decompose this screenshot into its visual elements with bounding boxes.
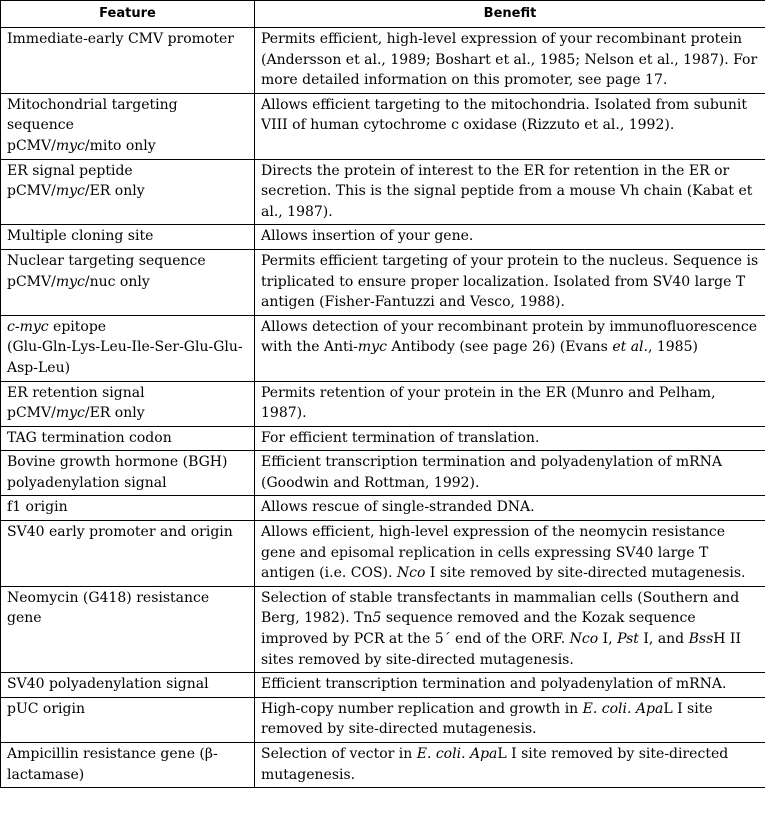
feature-cell xyxy=(1,381,255,426)
table-header-row xyxy=(1,1,765,28)
table-row xyxy=(1,697,765,742)
feature-note: (Glu-Gln-Lys-Leu-Ile-Ser-Glu-Glu-Asp-Leu) xyxy=(7,339,243,376)
feature-cell xyxy=(1,496,255,521)
table-row xyxy=(1,521,765,587)
feature-cell xyxy=(1,451,255,496)
feature-cell xyxy=(1,315,255,381)
table-row xyxy=(1,426,765,451)
feature-line: ER retention signal xyxy=(7,384,145,401)
benefit-cell: Allows insertion of your gene. xyxy=(255,225,765,250)
feature-line: ER signal peptide xyxy=(7,162,133,179)
feature-column-header: Feature xyxy=(1,1,255,28)
feature-line: SV40 early promoter and origin xyxy=(7,524,233,541)
benefit-cell: Efficient transcription termination and polyadenylation of mRNA (Goodwin and Rottman, 1992). xyxy=(255,451,765,496)
table-row xyxy=(1,28,765,94)
feature-line: Mitochondrial targeting sequence xyxy=(7,96,178,134)
feature-line: Ampicillin resistance gene (β-lactamase) xyxy=(7,746,218,783)
benefit-cell: Selection of stable transfectants in mammalian cells (Southern and Berg, 1982). Tn5 sequence removed and the Kozak sequence improved by PCR at the 5´ end of the ORF. Nco I, Pst I, and BssH II sites removed by site-directed mutagenesis. xyxy=(255,586,765,672)
benefit-column-header: Benefit xyxy=(255,1,765,28)
table-row xyxy=(1,496,765,521)
benefit-cell: Permits efficient targeting of your protein to the nucleus. Sequence is triplicated to ensure proper localization. Isolated from SV40 large T antigen (Fisher-Fantuzzi and Vesco, 1988). xyxy=(255,249,765,315)
benefit-cell: Selection of vector in E. coli. ApaL I site removed by site-directed mutagenesis. xyxy=(255,743,765,788)
benefit-cell: Directs the protein of interest to the ER for retention in the ER or secretion. This is the signal peptide from a mouse Vh chain (Kabat et al., 1987). xyxy=(255,159,765,225)
feature-cell xyxy=(1,426,255,451)
feature-line: f1 origin xyxy=(7,499,68,516)
feature-cell xyxy=(1,697,255,742)
table-row xyxy=(1,381,765,426)
feature-note: pCMV/myc/mito only xyxy=(7,137,156,154)
table-row xyxy=(1,586,765,672)
feature-note: pCMV/myc/nuc only xyxy=(7,273,150,290)
benefit-cell: Permits retention of your protein in the ER (Munro and Pelham, 1987). xyxy=(255,381,765,426)
table-row xyxy=(1,249,765,315)
feature-cell xyxy=(1,521,255,587)
feature-line: Nuclear targeting sequence xyxy=(7,252,206,269)
feature-line: TAG termination codon xyxy=(7,429,172,446)
benefit-cell: Allows efficient targeting to the mitochondria. Isolated from subunit VIII of human cytochrome c oxidase (Rizzuto et al., 1992). xyxy=(255,93,765,159)
feature-line: Immediate-early CMV promoter xyxy=(7,31,234,47)
feature-cell xyxy=(1,249,255,315)
benefit-cell: Efficient transcription termination and polyadenylation of mRNA. xyxy=(255,673,765,698)
feature-line: Bovine growth hormone (BGH) polyadenylation signal xyxy=(7,454,228,491)
table-row xyxy=(1,225,765,250)
feature-line: SV40 polyadenylation signal xyxy=(7,676,209,693)
feature-line: Multiple cloning site xyxy=(7,228,154,245)
benefit-cell: Allows efficient, high-level expression of the neomycin resistance gene and episomal replication in cells expressing SV40 large T antigen (i.e. COS). Nco I site removed by site-directed mutagenesis. xyxy=(255,521,765,587)
table-row xyxy=(1,451,765,496)
feature-line: Neomycin (G418) resistance gene xyxy=(7,589,210,627)
feature-cell xyxy=(1,743,255,788)
feature-line: c-myc epitope xyxy=(7,318,107,335)
feature-cell xyxy=(1,673,255,698)
feature-cell xyxy=(1,93,255,159)
feature-cell xyxy=(1,28,255,94)
table-row xyxy=(1,159,765,225)
feature-line: pUC origin xyxy=(7,700,85,717)
table-row xyxy=(1,93,765,159)
feature-cell xyxy=(1,225,255,250)
table-row xyxy=(1,743,765,788)
benefit-cell: High-copy number replication and growth in E. coli. ApaL I site removed by site-directed mutagenesis. xyxy=(255,697,765,742)
benefit-cell: Allows rescue of single-stranded DNA. xyxy=(255,496,765,521)
table-row xyxy=(1,673,765,698)
table-row xyxy=(1,315,765,381)
feature-cell xyxy=(1,586,255,672)
feature-note: pCMV/myc/ER only xyxy=(7,183,145,200)
benefit-cell: Permits efficient, high-level expression of your recombinant protein (Andersson et al., 1989; Boshart et al., 1985; Nelson et al., 1987). For more detailed information on this promoter, see page 17. xyxy=(255,28,765,94)
feature-cell xyxy=(1,159,255,225)
benefit-cell: Allows detection of your recombinant protein by immunofluorescence with the Anti-myc Antibody (see page 26) (Evans et al., 1985) xyxy=(255,315,765,381)
feature-note: pCMV/myc/ER only xyxy=(7,405,145,422)
benefit-cell: For efficient termination of translation. xyxy=(255,426,765,451)
